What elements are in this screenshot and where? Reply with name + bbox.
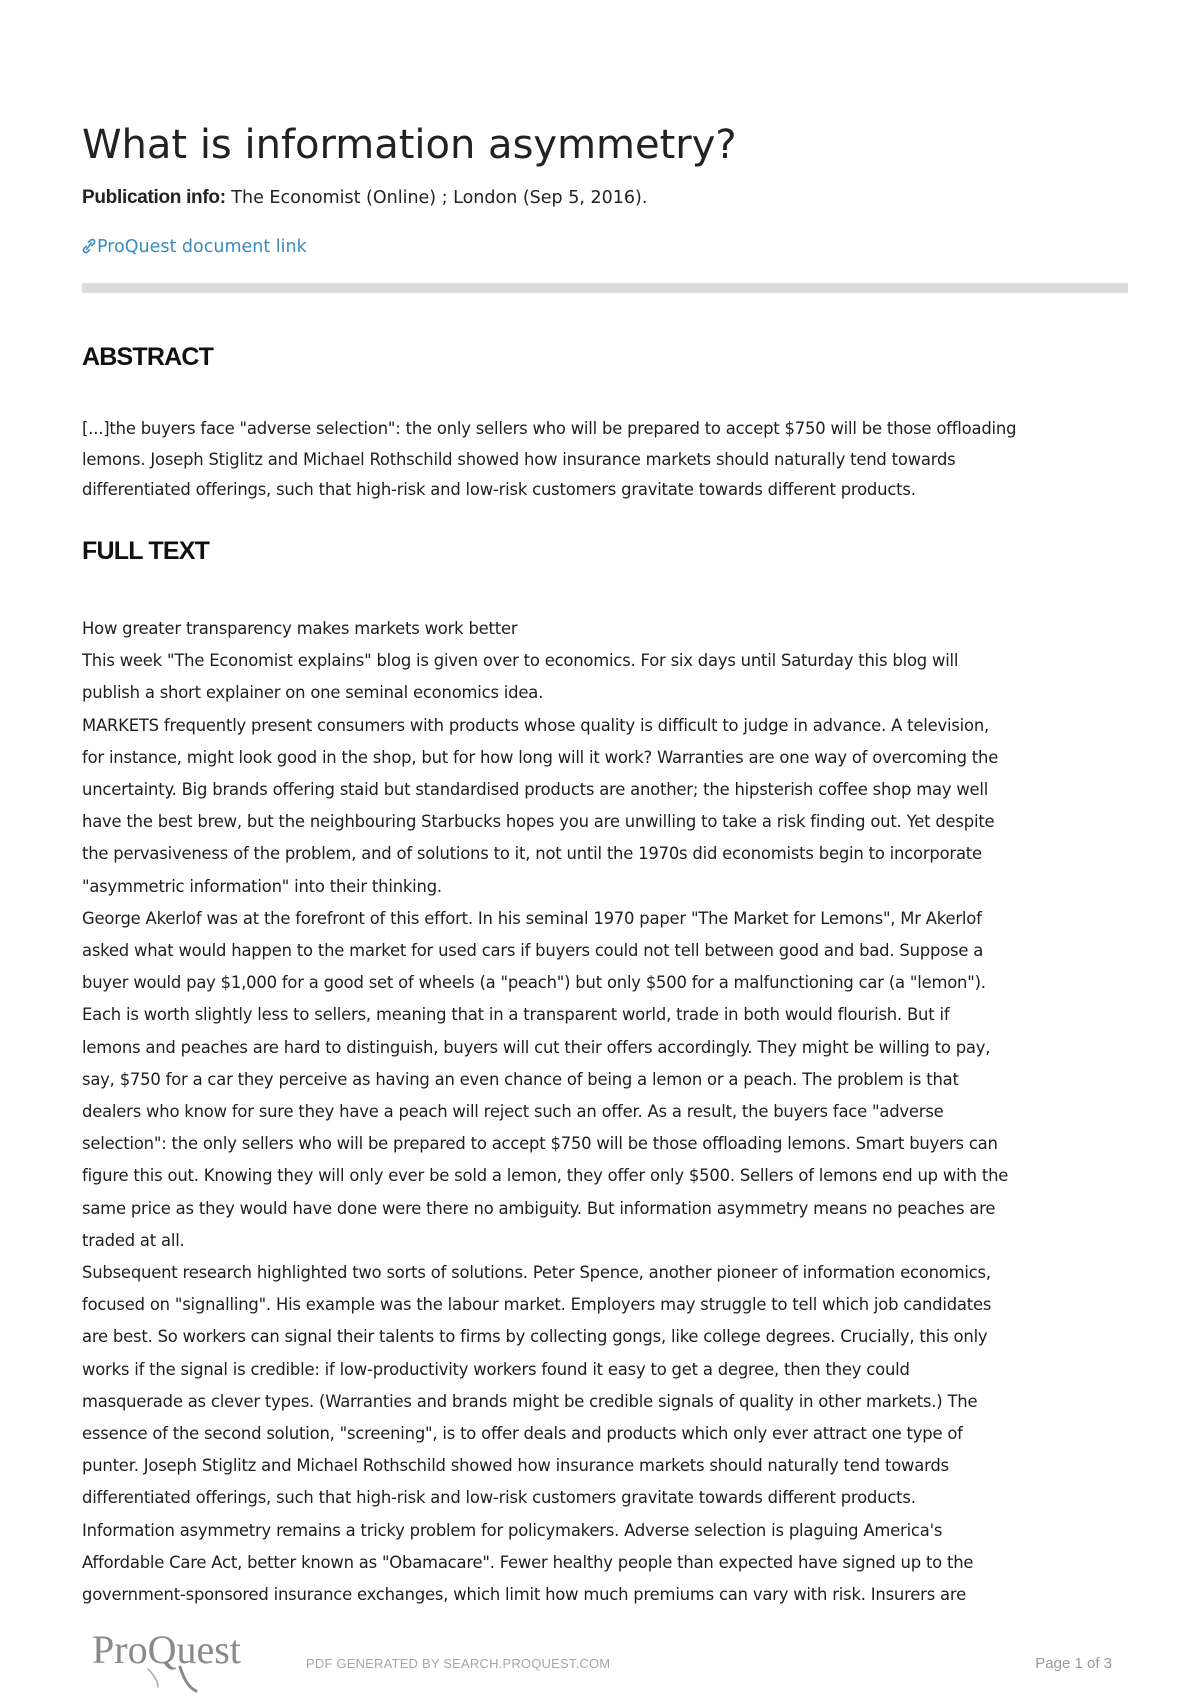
full-text-line: are best. So workers can signal their talents to firms by collecting gongs, like college degrees. Crucially, this only bbox=[82, 1327, 988, 1347]
full-text-line: selection": the only sellers who will be prepared to accept $750 will be those offloading lemons. Smart buyers can bbox=[82, 1134, 998, 1154]
full-text-heading: FULL TEXT bbox=[82, 537, 210, 565]
header-divider bbox=[82, 283, 1128, 293]
publication-info-label: Publication info: bbox=[82, 187, 226, 208]
pdf-generated-notice: PDF GENERATED BY SEARCH.PROQUEST.COM bbox=[306, 1656, 611, 1671]
full-text-line: publish a short explainer on one seminal economics idea. bbox=[82, 683, 544, 703]
full-text-line: traded at all. bbox=[82, 1230, 185, 1250]
full-text-line: punter. Joseph Stiglitz and Michael Rothschild showed how insurance markets should naturally tend towards bbox=[82, 1456, 949, 1476]
full-text-line: masquerade as clever types. (Warranties and brands might be credible signals of quality in other markets.) The bbox=[82, 1391, 978, 1411]
abstract-line: differentiated offerings, such that high-risk and low-risk customers gravitate towards different products. bbox=[82, 480, 916, 499]
full-text-line: uncertainty. Big brands offering staid but standardised products are another; the hipsterish coffee shop may well bbox=[82, 780, 989, 800]
abstract-line: [...]the buyers face "adverse selection": the only sellers who will be prepared to accept $750 will be those offloading bbox=[82, 419, 1017, 438]
full-text-line: focused on "signalling". His example was the labour market. Employers may struggle to tell which job candidates bbox=[82, 1295, 992, 1315]
full-text-line: How greater transparency makes markets work better bbox=[82, 619, 518, 638]
full-text-line: say, $750 for a car they perceive as having an even chance of being a lemon or a peach. The problem is that bbox=[82, 1069, 959, 1089]
full-text-line: "asymmetric information" into their thinking. bbox=[82, 876, 442, 896]
proquest-document-link-label[interactable]: ProQuest document link bbox=[97, 237, 307, 257]
full-text-line: government-sponsored insurance exchanges, which limit how much premiums can vary with risk. Insurers are bbox=[82, 1585, 966, 1605]
full-text-line: dealers who know for sure they have a peach will reject such an offer. As a result, the buyers face "adverse bbox=[82, 1102, 944, 1122]
full-text-line: essence of the second solution, "screening", is to offer deals and products which only ever attract one type of bbox=[82, 1424, 963, 1444]
abstract-text bbox=[82, 414, 1128, 506]
proquest-logo-text: ProQuest bbox=[92, 1627, 241, 1672]
full-text-line: the pervasiveness of the problem, and of solutions to it, not until the 1970s did economists begin to incorporate bbox=[82, 844, 982, 864]
publication-info-value: The Economist (Online) ; London (Sep 5, 2016). bbox=[225, 188, 648, 208]
full-text-line: figure this out. Knowing they will only ever be sold a lemon, they offer only $500. Sellers of lemons end up with the bbox=[82, 1166, 1009, 1186]
full-text-line: Information asymmetry remains a tricky problem for policymakers. Adverse selection is plaguing America's bbox=[82, 1520, 943, 1540]
full-text-body bbox=[82, 613, 1128, 1611]
abstract-line: lemons. Joseph Stiglitz and Michael Rothschild showed how insurance markets should naturally tend towards bbox=[82, 449, 956, 469]
link-icon bbox=[82, 238, 96, 254]
proquest-logo bbox=[88, 1625, 278, 1695]
full-text-line: buyer would pay $1,000 for a good set of wheels (a "peach") but only $500 for a malfunctioning car (a "lemon"). bbox=[82, 973, 986, 993]
full-text-line: differentiated offerings, such that high-risk and low-risk customers gravitate towards different products. bbox=[82, 1488, 916, 1508]
full-text-line: have the best brew, but the neighbouring Starbucks hopes you are unwilling to take a risk finding out. Yet despite bbox=[82, 812, 995, 832]
full-text-line: asked what would happen to the market for used cars if buyers could not tell between good and bad. Suppose a bbox=[82, 941, 984, 961]
publication-info bbox=[82, 185, 647, 211]
full-text-line: Subsequent research highlighted two sorts of solutions. Peter Spence, another pioneer of information economics, bbox=[82, 1263, 991, 1283]
full-text-line: MARKETS frequently present consumers with products whose quality is difficult to judge in advance. A television, bbox=[82, 715, 990, 735]
full-text-line: This week "The Economist explains" blog is given over to economics. For six days until Saturday this blog will bbox=[82, 651, 959, 671]
page-number: Page 1 of 3 bbox=[1035, 1655, 1112, 1672]
abstract-heading: ABSTRACT bbox=[82, 343, 214, 371]
full-text-line: George Akerlof was at the forefront of this effort. In his seminal 1970 paper "The Market for Lemons", Mr Akerlof bbox=[82, 908, 982, 928]
full-text-line: same price as they would have done were there no ambiguity. But information asymmetry means no peaches are bbox=[82, 1198, 996, 1218]
full-text-line: works if the signal is credible: if low-productivity workers found it easy to get a degree, then they could bbox=[82, 1359, 910, 1379]
full-text-line: Affordable Care Act, better known as "Obamacare". Fewer healthy people than expected have signed up to the bbox=[82, 1552, 974, 1572]
full-text-line: Each is worth slightly less to sellers, meaning that in a transparent world, trade in both would flourish. But if bbox=[82, 1005, 950, 1025]
full-text-line: lemons and peaches are hard to distinguish, buyers will cut their offers accordingly. They might be willing to pay, bbox=[82, 1037, 991, 1057]
document-title: What is information asymmetry? bbox=[82, 122, 737, 168]
proquest-document-link[interactable] bbox=[82, 234, 307, 260]
full-text-line: for instance, might look good in the shop, but for how long will it work? Warranties are one way of overcoming the bbox=[82, 747, 999, 767]
